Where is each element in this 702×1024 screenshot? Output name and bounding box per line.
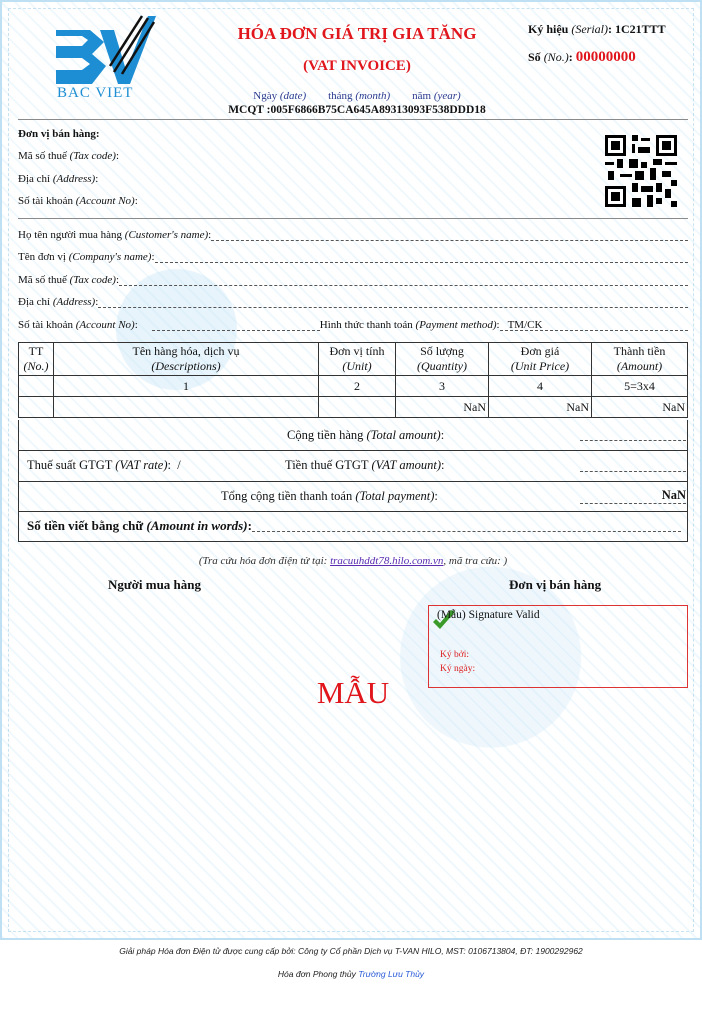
col-header-en: (Quantity) xyxy=(417,359,467,373)
payment-method-label: Hình thức thanh toán xyxy=(319,319,413,331)
vat-amount-label: Tiền thuế GTGT xyxy=(285,458,369,472)
col-header-vi: Đơn vị tính xyxy=(329,344,385,358)
signature-status: (Mẫu) Signature Valid xyxy=(437,609,540,621)
items-table xyxy=(18,342,688,418)
seller-tax-code-en: (Tax code) xyxy=(69,150,116,162)
invoice-number-field: Số (No.): 00000000 xyxy=(528,49,636,65)
customer-name-line xyxy=(211,229,688,241)
vat-row xyxy=(18,451,688,482)
col-header-en: (Unit Price) xyxy=(510,359,570,373)
qr-code-icon xyxy=(605,135,677,207)
amount-in-words-text: Số tiền viết bằng chữ (Amount in words) : xyxy=(27,518,681,534)
table-cell: 3 xyxy=(396,376,489,397)
total-amount-label: Cộng tiền hàng xyxy=(287,428,364,442)
total-amount-row xyxy=(18,420,688,451)
buyer-tax-code-label: Mã số thuế xyxy=(18,274,67,286)
logo-text: BAC VIET xyxy=(57,85,134,101)
col-header-quantity xyxy=(396,343,489,376)
col-header-vi: Thành tiền xyxy=(613,344,666,358)
date-month-label: tháng xyxy=(328,90,353,102)
table-cell: NaN xyxy=(396,397,489,418)
amount-in-words-line xyxy=(252,518,681,532)
table-cell: 4 xyxy=(489,376,592,397)
seller-tax-code-label: Mã số thuế xyxy=(18,150,67,162)
vat-rate-en: (VAT rate) xyxy=(115,458,168,472)
vat-amount-value xyxy=(580,471,686,472)
buyer-account-label: Số tài khoản xyxy=(18,319,73,331)
total-amount-en: (Total amount) xyxy=(366,428,441,442)
serial-value: : 1C21TTT xyxy=(608,22,666,36)
amount-in-words-label: Số tiền viết bằng chữ xyxy=(27,518,144,533)
table-cell xyxy=(19,376,54,397)
invoice-number-label: Số xyxy=(528,50,541,64)
buyer-customer-label: Họ tên người mua hàng xyxy=(18,229,123,241)
table-cell xyxy=(54,397,319,418)
invoice-date xyxy=(152,90,562,102)
seller-address: Địa chỉ (Address): xyxy=(18,173,99,185)
tax-code-line xyxy=(119,274,688,286)
invoice-number-value: 00000000 xyxy=(575,49,636,65)
col-header-unit-price xyxy=(489,343,592,376)
buyer-address-label: Địa chỉ xyxy=(18,296,51,308)
vat-rate-label: Thuế suất GTGT xyxy=(27,458,113,472)
table-cell: NaN xyxy=(489,397,592,418)
footer-credit xyxy=(0,969,702,979)
seller-tax-code: Mã số thuế (Tax code): xyxy=(18,150,120,162)
buyer-company-name: Tên đơn vị (Company's name) : xyxy=(18,251,688,263)
table-cell: 2 xyxy=(319,376,396,397)
table-header-row xyxy=(19,343,688,376)
seller-address-en: (Address) xyxy=(52,173,96,185)
vat-rate-text: Thuế suất GTGT (VAT rate): / xyxy=(27,458,181,472)
lookup-prefix: (Tra cứu hóa đơn điện tử tại: xyxy=(198,555,331,567)
signed-by: Ký bởi: xyxy=(440,650,470,660)
buyer-address: Địa chỉ (Address) : xyxy=(18,296,688,308)
buyer-address-en: (Address) xyxy=(52,296,96,308)
amount-in-words-en: (Amount in words) xyxy=(146,518,248,533)
date-year-en: (year) xyxy=(433,90,461,102)
table-cell xyxy=(19,397,54,418)
invoice-subtitle: (VAT INVOICE) xyxy=(303,58,411,74)
signed-date: Ký ngày: xyxy=(440,664,476,674)
date-day-label: Ngày xyxy=(253,90,278,102)
footer-credit-link[interactable]: Trường Lưu Thủy xyxy=(358,969,425,979)
table-row xyxy=(19,397,688,418)
col-header-unit xyxy=(319,343,396,376)
buyer-customer-en: (Customer's name) xyxy=(124,229,209,241)
seller-signature-heading: Đơn vị bán hàng xyxy=(509,577,602,592)
total-amount-value xyxy=(580,440,686,441)
buyer-account-en: (Account No) xyxy=(75,319,135,331)
buyer-company-label: Tên đơn vị xyxy=(18,251,66,263)
lookup-link[interactable]: tracuuhddt78.hilo.com.vn xyxy=(330,555,444,567)
date-year-label: năm xyxy=(412,90,432,102)
col-header-vi: Đơn giá xyxy=(520,344,560,358)
col-header-no xyxy=(19,343,54,376)
payment-method-value: TM/CK xyxy=(500,319,688,331)
seller-account-en: (Account No) xyxy=(75,195,135,207)
mcqt-code: MCQT :005F6866B75CA645A89313093F538DDD18 xyxy=(228,104,486,116)
divider xyxy=(18,218,688,219)
col-header-description xyxy=(54,343,319,376)
lookup-suffix: , mã tra cứu: ) xyxy=(443,555,508,567)
table-cell xyxy=(319,397,396,418)
col-header-amount xyxy=(592,343,688,376)
buyer-customer-name: Họ tên người mua hàng (Customer's name) : xyxy=(18,229,688,241)
seller-account: Số tài khoản (Account No): xyxy=(18,195,138,207)
invoice-number-label-en: (No.) xyxy=(543,50,569,64)
col-header-vi: Số lượng xyxy=(420,344,464,358)
serial-label-en: (Serial) xyxy=(571,22,608,36)
date-day-en: (date) xyxy=(279,90,307,102)
table-cell: NaN xyxy=(592,397,688,418)
buyer-account: Số tài khoản (Account No) : Hình thức thanh toán (Payment method) : TM/CK xyxy=(18,319,688,331)
col-header-en: (No.) xyxy=(23,359,49,373)
col-header-en: (Unit) xyxy=(342,359,372,373)
buyer-signature-heading: Người mua hàng xyxy=(108,577,202,592)
buyer-tax-code: Mã số thuế (Tax code) : xyxy=(18,274,688,286)
table-cell: 1 xyxy=(54,376,319,397)
total-payment-text: Tổng cộng tiền thanh toán (Total payment): xyxy=(221,489,438,503)
address-line xyxy=(98,296,688,308)
total-payment-row xyxy=(18,482,688,512)
total-payment-value: NaN xyxy=(580,488,686,504)
payment-method-en: (Payment method) xyxy=(415,319,497,331)
seller-address-label: Địa chỉ xyxy=(18,173,51,185)
company-name-line xyxy=(155,251,689,263)
amount-in-words-row xyxy=(18,512,688,542)
seller-heading: Đơn vị bán hàng: xyxy=(18,128,100,140)
divider xyxy=(18,119,688,120)
vat-rate-value: / xyxy=(177,458,181,472)
total-payment-en: (Total payment) xyxy=(355,489,435,503)
lookup-note xyxy=(2,555,702,567)
account-line xyxy=(152,319,320,331)
total-payment-label: Tổng cộng tiền thanh toán xyxy=(221,489,353,503)
footer-provider: Giải pháp Hóa đơn Điện tử được cung cấp bởi: Công ty Cổ phần Dịch vụ T-VAN HILO, MST: 0106713804, ĐT: 1900292962 xyxy=(119,946,583,956)
invoice-title: HÓA ĐƠN GIÁ TRỊ GIA TĂNG xyxy=(237,24,477,43)
serial-field xyxy=(528,22,666,37)
buyer-company-en: (Company's name) xyxy=(68,251,152,263)
col-header-vi: Tên hàng hóa, dịch vụ xyxy=(132,344,240,358)
buyer-tax-code-en: (Tax code) xyxy=(69,274,116,286)
serial-label: Ký hiệu xyxy=(528,22,569,36)
date-month-en: (month) xyxy=(355,90,391,102)
vat-amount-en: (VAT amount) xyxy=(371,458,442,472)
vat-amount-text: Tiền thuế GTGT (VAT amount): xyxy=(285,458,445,472)
total-amount-text: Cộng tiền hàng (Total amount): xyxy=(287,428,445,442)
col-header-vi: TT xyxy=(28,344,44,358)
col-header-en: (Descriptions) xyxy=(151,359,221,373)
col-header-en: (Amount) xyxy=(616,359,663,373)
table-cell: 5=3x4 xyxy=(592,376,688,397)
seller-account-label: Số tài khoản xyxy=(18,195,73,207)
table-index-row xyxy=(19,376,688,397)
footer-credit-prefix: Hóa đơn Phong thủy xyxy=(277,969,356,979)
sample-stamp: MẪU xyxy=(316,675,390,710)
